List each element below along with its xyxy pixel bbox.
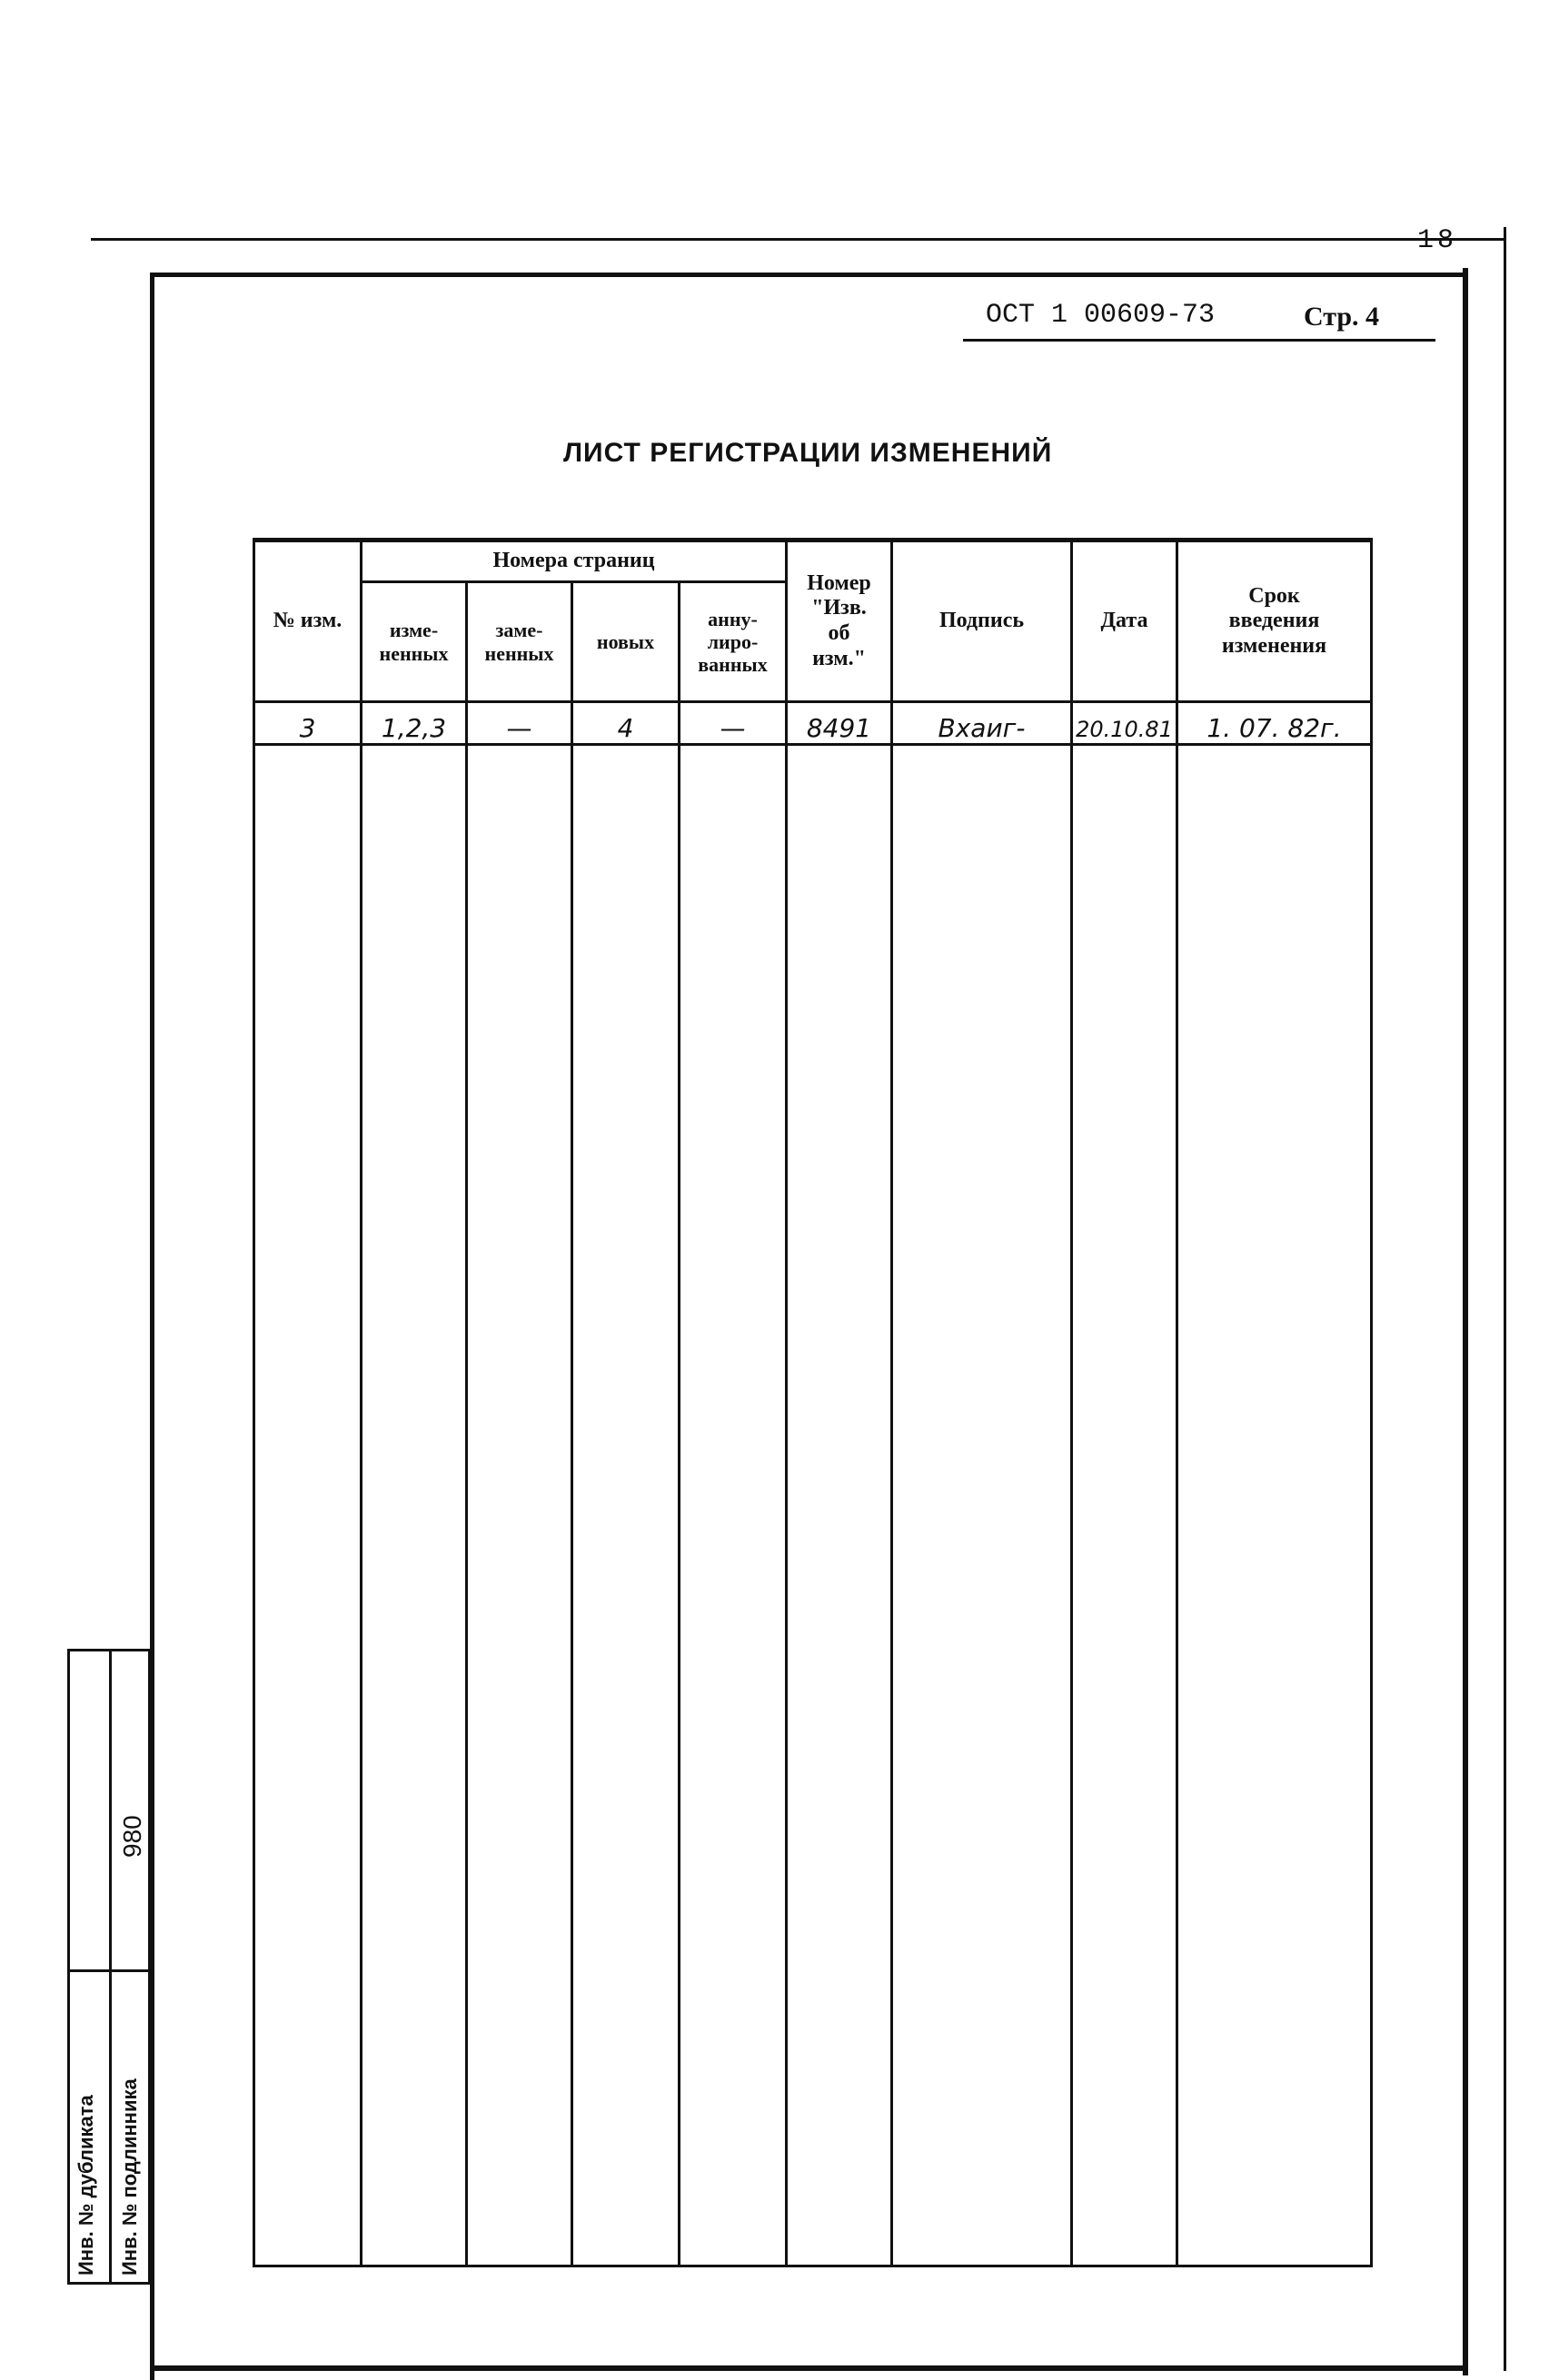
header-underline [963,339,1435,342]
col-header-signature: Подпись [892,540,1072,702]
stamp-divider-vertical [109,1649,112,2285]
col-header-annulled: анну- лиро- ванных [680,582,787,702]
stamp-divider-horizontal [67,1969,151,1972]
col-header-num: № изм. [254,540,362,702]
doc-code: ОСТ 1 00609-73 [986,300,1216,331]
page-frame-right [1463,268,1468,2375]
col-header-changed: изме- ненных [362,582,467,702]
page-frame-bottom [150,2365,1468,2371]
col-header-date: Дата [1072,540,1177,702]
cell-signature: Вхаиг- [892,702,1072,745]
cell-changed: 1,2,3 [362,702,467,745]
page-label: Стр. 4 [1304,302,1380,332]
cell-date: 20.10.81 [1072,702,1177,745]
change-registration-table [253,538,1373,2267]
cell-effective: 1. 07. 82г. [1177,702,1372,745]
col-header-page-numbers: Номера страниц [362,540,787,582]
page-number: 18 [1417,225,1458,256]
col-header-new: новых [572,582,680,702]
doc-header [963,296,1435,342]
sheet-title: ЛИСТ РЕГИСТРАЦИИ ИЗМЕНЕНИЙ [563,438,1053,468]
top-rule [91,238,1506,241]
col-header-notice: Номер "Изв. об изм." [787,540,892,702]
right-rule [1504,227,1506,2371]
col-header-effective: Срок введения изменения [1177,540,1372,702]
cell-notice: 8491 [787,702,892,745]
stamp-label-duplicate: Инв. № дубликата [74,2095,97,2276]
cell-replaced: — [467,702,572,745]
stamp-original-value: 980 [118,1815,146,1858]
cell-new: 4 [572,702,680,745]
table-row [254,702,1372,745]
cell-num: 3 [254,702,362,745]
col-header-replaced: заме- ненных [467,582,572,702]
cell-annulled: — [680,702,787,745]
table-blank-area [254,745,1372,2266]
stamp-label-original: Инв. № подлинника [118,2078,141,2276]
